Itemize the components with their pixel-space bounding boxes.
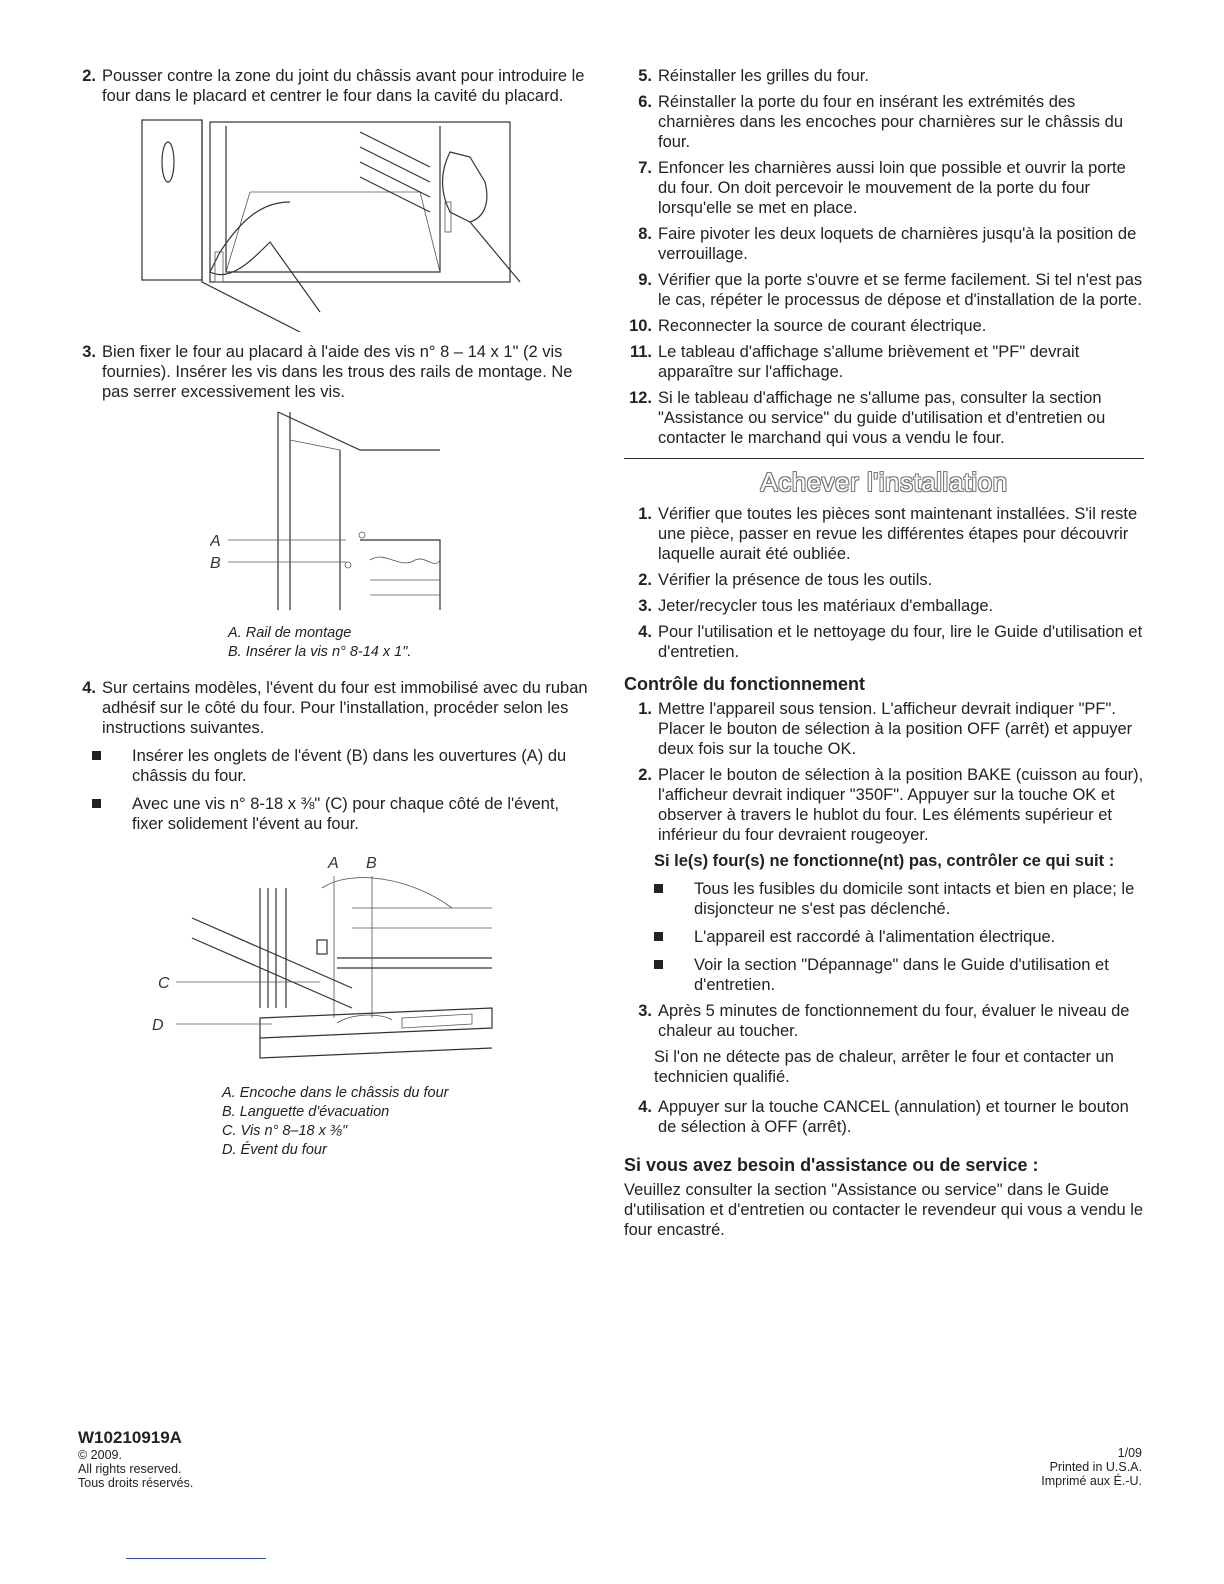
step-10: [624, 316, 1144, 336]
printed-fr: Imprimé aux É.-U.: [1041, 1474, 1142, 1488]
fig3-caption: [222, 1084, 588, 1160]
step-text: Placer le bouton de sélection à la position BAKE (cuisson au four), l'afficheur devrait indiquer "350F". Appuyer sur la touche OK et observer à travers le hublot du four. Les éléments supérieur et inférieur du four devraient rougeoyer.: [658, 766, 1144, 844]
step-text: Réinstaller la porte du four en insérant les extrémités des charnières dans les encoches pour charnières sur le châssis du four.: [658, 93, 1123, 151]
vent-figure: [152, 848, 588, 1078]
step-text: Pour l'utilisation et le nettoyage du four, lire le Guide d'utilisation et d'entretien.: [658, 623, 1143, 661]
check-step-1: [624, 699, 1144, 759]
step-text: Vérifier que la porte s'ouvre et se ferme facilement. Si tel n'est pas le cas, répéter le processus de dépose et d'installation de la porte.: [658, 271, 1143, 309]
step-text: Pousser contre la zone du joint du châssis avant pour introduire le four dans le placard et centrer le four dans la cavité du placard.: [102, 67, 585, 105]
footer-left: [78, 1428, 193, 1490]
section-divider: [624, 458, 1144, 459]
document-code: W10210919A: [78, 1428, 182, 1447]
check-bullet: [654, 879, 1144, 919]
step4-bullet: [92, 794, 588, 834]
caption-a: A. Rail de montage: [228, 625, 352, 641]
caption-a: A. Encoche dans le châssis du four: [222, 1085, 449, 1101]
step-text: Le tableau d'affichage s'allume brièvement et "PF" devrait apparaître sur l'affichage.: [658, 343, 1080, 381]
step-number: 10.: [629, 317, 652, 335]
rights-fr: Tous droits réservés.: [78, 1476, 194, 1490]
step-text: Vérifier que toutes les pièces sont maintenant installées. S'il reste une pièce, passer en revue les différentes étapes pour découvrir laquelle aurait été oubliée.: [658, 505, 1138, 563]
step-number: 2.: [82, 67, 96, 85]
step-number: 1.: [638, 505, 652, 523]
bullet-text: Tous les fusibles du domicile sont intacts et bien en place; le disjoncteur ne s'est pas déclenché.: [694, 880, 1135, 918]
finish-step-3: [624, 596, 1144, 616]
bullet-square-icon: [654, 884, 663, 893]
step-6: [624, 92, 1144, 152]
step-text: Appuyer sur la touche CANCEL (annulation) et tourner le bouton de sélection à OFF (arrêt).: [658, 1098, 1129, 1136]
caption-c: C. Vis n° 8–18 x ⅜": [222, 1123, 348, 1139]
step-text: Sur certains modèles, l'évent du four est immobilisé avec du ruban adhésif sur le côté du four. Pour l'installation, procéder selon les instructions suivantes.: [102, 679, 588, 737]
troubleshoot-lead: Si le(s) four(s) ne fonctionne(nt) pas, contrôler ce qui suit :: [654, 852, 1115, 870]
label-b: B: [210, 555, 221, 572]
service-text: Veuillez consulter la section "Assistance ou service" dans le Guide d'utilisation et d'entretien ou contacter le revendeur qui vous a vendu le four encastré.: [624, 1181, 1144, 1239]
step-2: [68, 66, 588, 106]
step-number: 9.: [638, 271, 652, 289]
step-text: Si le tableau d'affichage ne s'allume pas, consulter la section "Assistance ou service" du guide d'utilisation et d'entretien ou contacter le marchand qui vous a vendu le four.: [658, 389, 1106, 447]
step-text: Enfoncer les charnières aussi loin que possible et ouvrir la porte du four. On doit percevoir le mouvement de la porte du four lorsqu'elle se met en place.: [658, 159, 1126, 217]
printed-en: Printed in U.S.A.: [1049, 1460, 1142, 1474]
bullet-text: Voir la section "Dépannage" dans le Guide d'utilisation et d'entretien.: [694, 956, 1109, 994]
label-a: A: [328, 855, 339, 872]
step4-bullet: [92, 746, 588, 786]
oven-insertion-illustration: [140, 112, 540, 332]
check-bullet: [654, 955, 1144, 995]
bullet-text: Avec une vis n° 8-18 x ⅜" (C) pour chaque côté de l'évent, fixer solidement l'évent au four.: [132, 795, 560, 833]
step-4: [68, 678, 588, 738]
bottom-rule: [126, 1558, 266, 1559]
step-7: [624, 158, 1144, 218]
left-column: [68, 66, 588, 1160]
service-heading: Si vous avez besoin d'assistance ou de service :: [624, 1155, 1039, 1175]
label-b: B: [366, 855, 377, 872]
label-d: D: [152, 1017, 164, 1034]
step-number: 4.: [638, 623, 652, 641]
check-step-3: [624, 1001, 1144, 1041]
step-11: [624, 342, 1144, 382]
step-number: 3.: [82, 343, 96, 361]
check-step-3-note: Si l'on ne détecte pas de chaleur, arrêter le four et contacter un technicien qualifié.: [654, 1048, 1114, 1086]
step-text: Jeter/recycler tous les matériaux d'emballage.: [658, 597, 994, 615]
step-number: 3.: [638, 1002, 652, 1020]
step-text: Après 5 minutes de fonctionnement du four, évaluer le niveau de chaleur au toucher.: [658, 1002, 1130, 1040]
label-c: C: [158, 975, 170, 992]
check-heading: Contrôle du fonctionnement: [624, 674, 865, 694]
vent-illustration: [152, 848, 502, 1078]
step-text: Mettre l'appareil sous tension. L'afficheur devrait indiquer "PF". Placer le bouton de sélection à la position OFF (arrêt) et appuyer deux fois sur la touche OK.: [658, 700, 1133, 758]
finish-step-4: [624, 622, 1144, 662]
bullet-text: Insérer les onglets de l'évent (B) dans les ouvertures (A) du châssis du four.: [132, 747, 567, 785]
check-step-2: [624, 765, 1144, 845]
step-text: Faire pivoter les deux loquets de charnières jusqu'à la position de verrouillage.: [658, 225, 1137, 263]
rights-en: All rights reserved.: [78, 1462, 182, 1476]
bullet-square-icon: [92, 751, 101, 760]
step-3: [68, 342, 588, 402]
bullet-square-icon: [654, 960, 663, 969]
step-number: 11.: [629, 343, 652, 361]
step-5: [624, 66, 1144, 86]
fig2-caption: [228, 624, 588, 662]
label-a: A: [210, 533, 221, 550]
bullet-square-icon: [654, 932, 663, 941]
step-text: Bien fixer le four au placard à l'aide des vis n° 8 – 14 x 1" (2 vis fournies). Insérer les vis dans les trous des rails de montage. Ne pas serrer excessivement les vis.: [102, 343, 573, 401]
right-column: [624, 66, 1144, 1240]
print-date: 1/09: [1117, 1446, 1142, 1460]
reinstall-steps: [624, 66, 1144, 448]
step-text: Réinstaller les grilles du four.: [658, 67, 869, 85]
step-number: 2.: [638, 571, 652, 589]
step-number: 5.: [638, 67, 652, 85]
step-8: [624, 224, 1144, 264]
caption-b: B. Languette d'évacuation: [222, 1104, 390, 1120]
step-number: 2.: [638, 766, 652, 784]
step-number: 7.: [638, 159, 652, 177]
step-number: 1.: [638, 700, 652, 718]
caption-b: B. Insérer la vis n° 8-14 x 1".: [228, 644, 412, 660]
bullet-text: L'appareil est raccordé à l'alimentation électrique.: [694, 928, 1056, 946]
step-12: [624, 388, 1144, 448]
section-title: Achever l'installation: [760, 467, 1008, 497]
step-number: 3.: [638, 597, 652, 615]
step-number: 6.: [638, 93, 652, 111]
oven-insertion-figure: [140, 112, 588, 332]
step-number: 4.: [82, 679, 96, 697]
step-text: Reconnecter la source de courant électrique.: [658, 317, 987, 335]
bullet-square-icon: [92, 799, 101, 808]
check-step-4: [624, 1097, 1144, 1137]
check-bullet: [654, 927, 1144, 947]
step-number: 4.: [638, 1098, 652, 1116]
step-number: 12.: [629, 389, 652, 407]
step-text: Vérifier la présence de tous les outils.: [658, 571, 933, 589]
step-number: 8.: [638, 225, 652, 243]
copyright: © 2009.: [78, 1448, 122, 1462]
caption-d: D. Évent du four: [222, 1142, 327, 1158]
finish-step-2: [624, 570, 1144, 590]
finish-steps: [624, 504, 1144, 662]
footer-right: [1041, 1446, 1142, 1488]
mounting-rail-illustration: [210, 410, 450, 620]
mounting-rail-figure: [210, 410, 588, 620]
step-9: [624, 270, 1144, 310]
finish-step-1: [624, 504, 1144, 564]
